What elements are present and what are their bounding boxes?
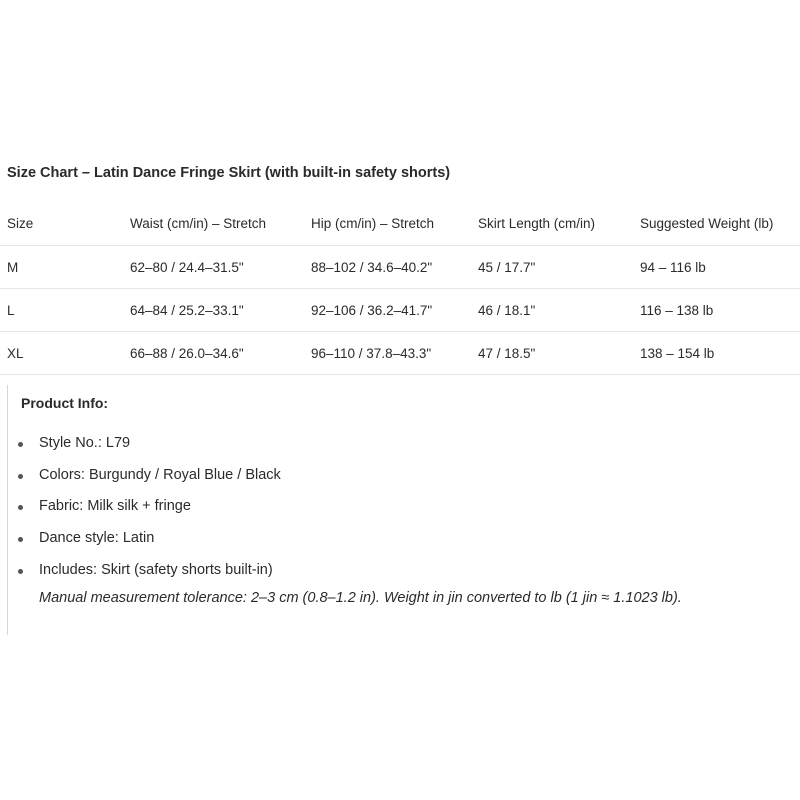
measurement-note: Manual measurement tolerance: 2–3 cm (0.8–1.2 in). Weight in jin converted to lb (1 jin ≈ 1.1023 lb). — [39, 590, 682, 606]
list-item-text: Fabric: Milk silk + fringe — [39, 498, 191, 514]
page-title: Size Chart – Latin Dance Fringe Skirt (with built-in safety shorts) — [7, 165, 451, 181]
list-item-text: Includes: Skirt (safety shorts built-in) — [39, 562, 273, 578]
size-chart-table — [0, 202, 800, 375]
list-item-text: Colors: Burgundy / Royal Blue / Black — [39, 467, 281, 483]
size-cell: XL — [0, 332, 130, 375]
table-row — [0, 289, 800, 332]
skirt-length-cell: 45 / 17.7" — [478, 246, 640, 289]
column-header-skirt-length: Skirt Length (cm/in) — [478, 202, 640, 246]
skirt-length-cell: 47 / 18.5" — [478, 332, 640, 375]
waist-cell: 64–84 / 25.2–33.1" — [130, 289, 311, 332]
bullet-icon — [18, 537, 23, 542]
table-row — [0, 332, 800, 375]
hip-cell: 92–106 / 36.2–41.7" — [311, 289, 478, 332]
weight-cell: 116 – 138 lb — [640, 289, 800, 332]
product-info-block — [7, 385, 748, 635]
column-header-size: Size — [0, 202, 130, 246]
column-header-waist: Waist (cm/in) – Stretch — [130, 202, 311, 246]
size-cell: L — [0, 289, 130, 332]
list-item-text: Style No.: L79 — [39, 435, 131, 451]
hip-cell: 96–110 / 37.8–43.3" — [311, 332, 478, 375]
column-header-suggested-weight: Suggested Weight (lb) — [640, 202, 800, 246]
weight-cell: 138 – 154 lb — [640, 332, 800, 375]
list-item-text: Dance style: Latin — [39, 530, 155, 546]
size-cell: M — [0, 246, 130, 289]
waist-cell: 66–88 / 26.0–34.6" — [130, 332, 311, 375]
bullet-icon — [18, 474, 23, 479]
bullet-icon — [18, 569, 23, 574]
column-header-hip: Hip (cm/in) – Stretch — [311, 202, 478, 246]
bullet-icon — [18, 505, 23, 510]
hip-cell: 88–102 / 34.6–40.2" — [311, 246, 478, 289]
table-row — [0, 246, 800, 289]
weight-cell: 94 – 116 lb — [640, 246, 800, 289]
product-info-heading: Product Info: — [21, 395, 109, 411]
skirt-length-cell: 46 / 18.1" — [478, 289, 640, 332]
waist-cell: 62–80 / 24.4–31.5" — [130, 246, 311, 289]
bullet-icon — [18, 442, 23, 447]
table-header-row — [0, 202, 800, 246]
